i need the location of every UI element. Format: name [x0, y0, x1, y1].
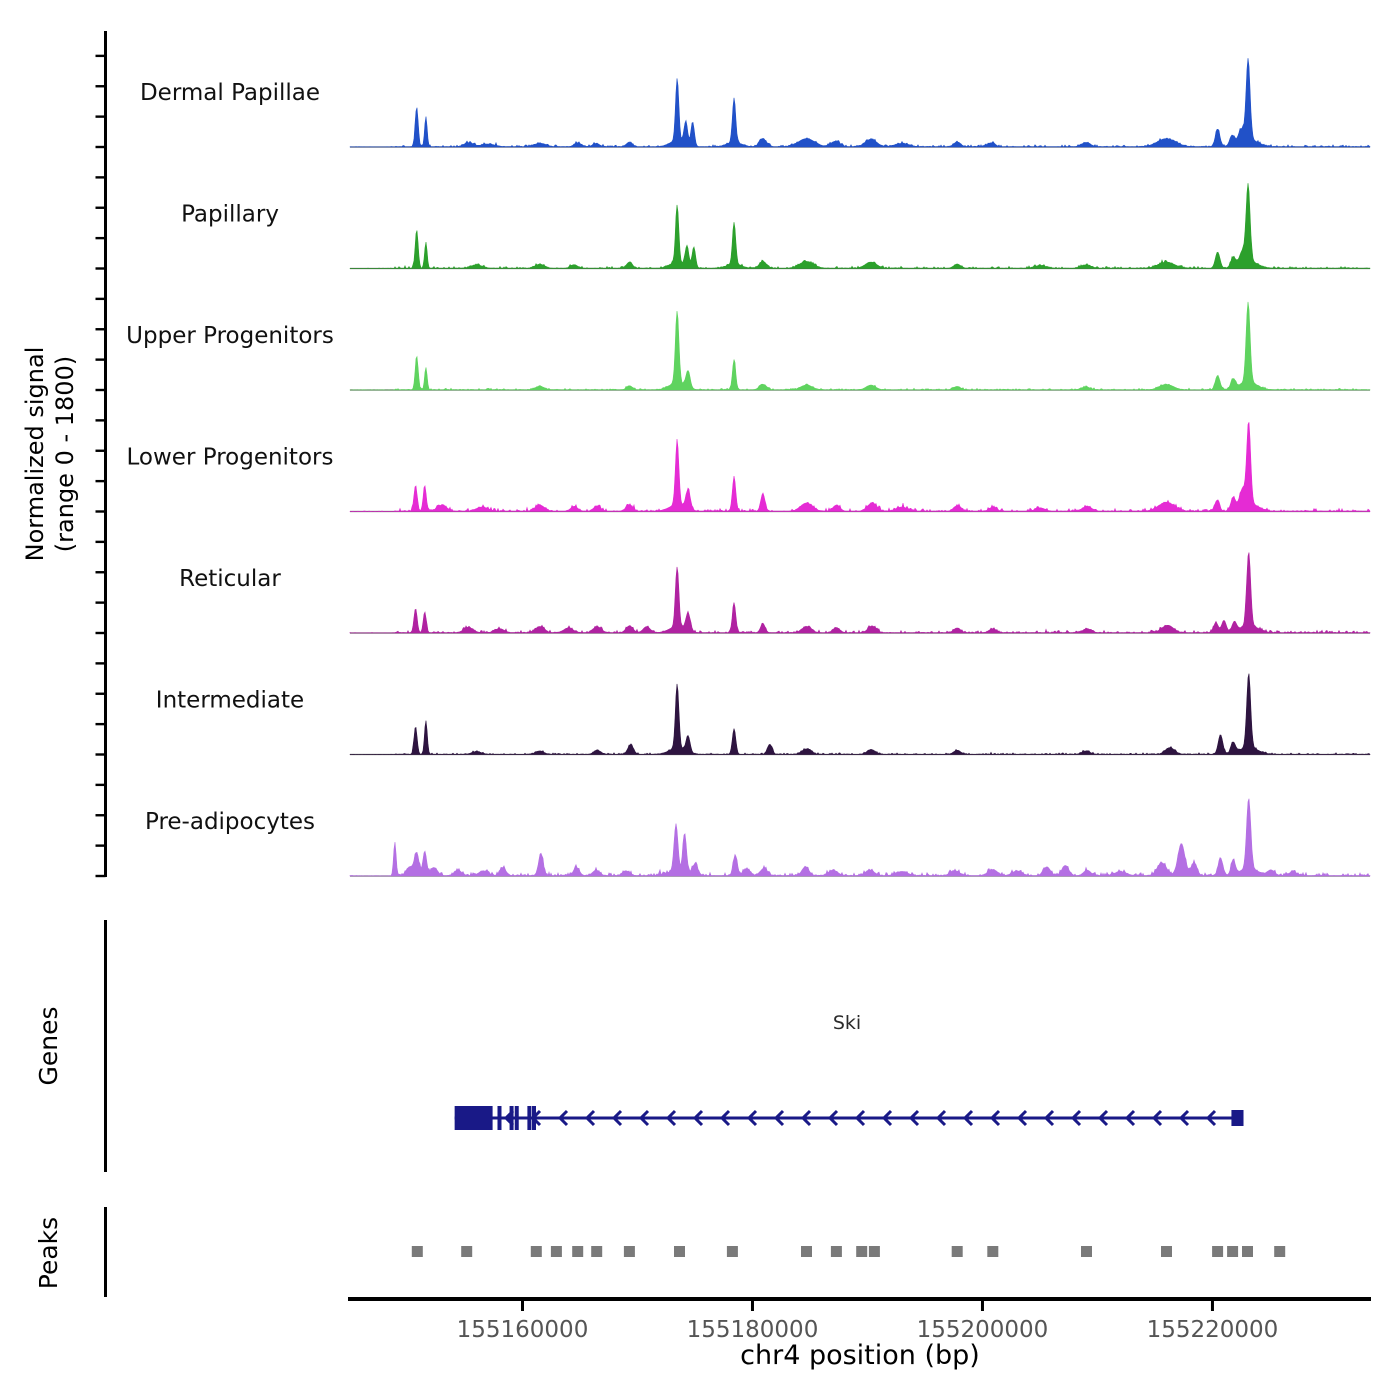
peak-marker [856, 1246, 867, 1257]
peak-markers [412, 1246, 1285, 1257]
gene-exon-tick [527, 1106, 531, 1130]
track-label: Intermediate [155, 687, 305, 714]
x-axis-tick-label: 155160000 [456, 1317, 589, 1343]
peak-marker [551, 1246, 562, 1257]
peak-marker [801, 1246, 812, 1257]
signal-track-dermal-papillae [140, 58, 1370, 147]
track-label: Pre-adipocytes [144, 809, 316, 835]
signal-track-upper-progenitors [126, 302, 1370, 390]
signal-track-pre-adipocytes [145, 799, 1370, 876]
track-label: Upper Progenitors [126, 323, 334, 349]
signal-tracks [126, 58, 1370, 876]
signal-track-lower-progenitors [127, 422, 1370, 511]
peak-marker [674, 1246, 685, 1257]
signal-area [350, 674, 1370, 755]
gene-exon-tick [515, 1106, 519, 1130]
signal-area [350, 422, 1370, 511]
signal-track-papillary [181, 183, 1370, 268]
peak-marker [1161, 1246, 1172, 1257]
gene-exon-box [455, 1106, 493, 1130]
peak-marker [831, 1246, 842, 1257]
peak-marker [1212, 1246, 1223, 1257]
gene-model-ski [455, 1106, 1244, 1130]
peak-marker [624, 1246, 635, 1257]
track-label: Lower Progenitors [126, 444, 334, 471]
signal-area [350, 302, 1370, 390]
peak-marker [1274, 1246, 1285, 1257]
peak-marker [531, 1246, 542, 1257]
peak-marker [952, 1246, 963, 1257]
x-axis-tick-label: 155220000 [1146, 1317, 1279, 1343]
signal-area [350, 183, 1370, 268]
peak-marker [727, 1246, 738, 1257]
signal-area [350, 799, 1370, 876]
track-label: Dermal Papillae [139, 80, 321, 106]
peak-marker [461, 1246, 472, 1257]
gene-name-label: Ski [832, 1012, 862, 1034]
gene-exon-tick [497, 1106, 501, 1130]
signal-area [350, 58, 1370, 147]
signal-area [350, 553, 1370, 634]
track-label: Reticular [179, 566, 281, 592]
track-label: Papillary [181, 201, 279, 228]
signal-track-reticular [179, 553, 1370, 634]
genes-section-label: Genes [34, 1006, 63, 1086]
gene-exon-tick [510, 1106, 514, 1130]
peak-marker [987, 1246, 998, 1257]
peak-marker [572, 1246, 583, 1257]
peaks-section-label: Peaks [34, 1216, 63, 1290]
peak-marker [412, 1246, 423, 1257]
x-axis-ticks [457, 1299, 1279, 1343]
y-axis-label-line2: (range 0 - 1800) [51, 355, 79, 553]
peak-marker [1081, 1246, 1092, 1257]
peak-marker [591, 1246, 602, 1257]
x-axis-tick-label: 155200000 [916, 1317, 1049, 1343]
signal-track-intermediate [156, 674, 1370, 755]
peak-marker [1242, 1246, 1253, 1257]
y-axis-label-line1: Normalized signal [21, 346, 49, 562]
x-axis-tick-label: 155180000 [686, 1317, 819, 1343]
peak-marker [1227, 1246, 1238, 1257]
gene-end-box [1231, 1110, 1243, 1126]
peak-marker [869, 1246, 880, 1257]
x-axis-title: chr4 position (bp) [740, 1340, 980, 1371]
